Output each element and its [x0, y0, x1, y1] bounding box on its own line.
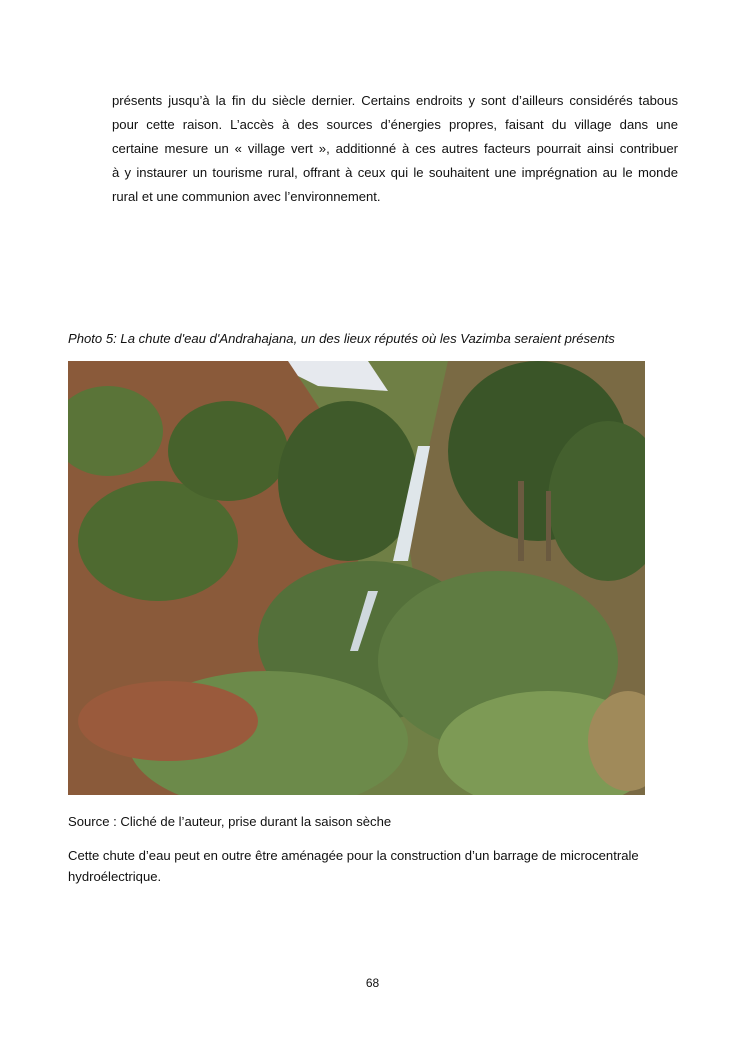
paragraph-line: hydroélectrique. [68, 869, 162, 884]
body-text-line: à y instaurer un tourisme rural, offrant à ceux qui le souhaitent une imprégnation au le monde [112, 165, 678, 180]
closing-paragraph [68, 845, 668, 887]
waterfall-photo-illustration [68, 361, 645, 795]
bare-soil [78, 681, 258, 761]
page-number: 68 [365, 976, 380, 990]
body-text [112, 89, 678, 209]
paragraph-line: Cette chute d’eau peut en outre être aménagée pour la construction d’un barrage de microcentrale [68, 848, 639, 863]
body-text-line: présents jusqu’à la fin du siècle dernier. Certains endroits y sont d’ailleurs considérés tabous [112, 93, 678, 108]
waterfall-photo [68, 361, 645, 795]
body-text-line: pour cette raison. L’accès à des sources d’énergies propres, faisant du village dans une [112, 117, 678, 132]
body-text-line: rural et une communion avec l’environnement. [112, 189, 381, 204]
figure-caption: Photo 5: La chute d'eau d'Andrahajana, un des lieux réputés où les Vazimba seraient présents [68, 331, 615, 346]
body-text-line: certaine mesure un « village vert », additionné à ces autres facteurs pourrait ainsi contribuer [112, 141, 678, 156]
shrub [168, 401, 288, 501]
shrub [278, 401, 418, 561]
tree-trunk [518, 481, 524, 561]
figure-source: Source : Cliché de l’auteur, prise durant la saison sèche [68, 814, 392, 829]
tree-trunk [546, 491, 551, 561]
